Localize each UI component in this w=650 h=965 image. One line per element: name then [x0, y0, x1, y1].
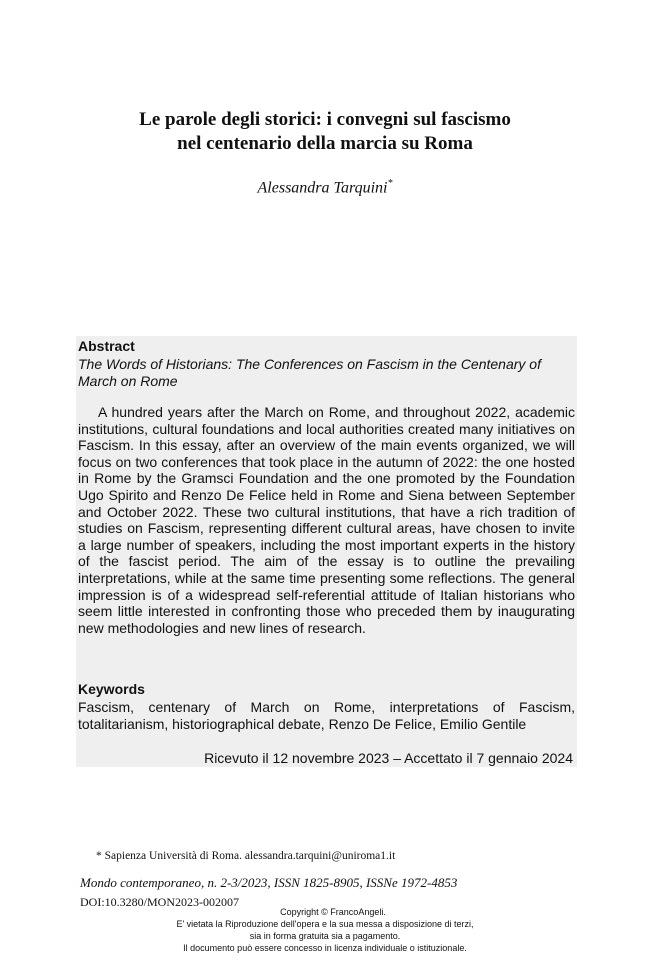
copyright-line: Il documento può essere concesso in licenza individuale o istituzionale. — [183, 943, 467, 953]
copyright-notice — [100, 906, 550, 954]
copyright-line: sia in forma gratuita sia a pagamento. — [249, 931, 401, 941]
abstract-box — [76, 336, 577, 767]
article-title — [0, 108, 650, 156]
copyright-line: E' vietata la Riproduzione dell'opera e la sua messa a disposizione di terzi, — [176, 919, 474, 929]
author-affiliation-footnote: * Sapienza Università di Roma. alessandra.tarquini@uniroma1.it — [96, 850, 396, 862]
abstract-subtitle: The Words of Historians: The Conferences on Fascism in the Centenary of March on Rome — [78, 356, 541, 389]
article-title-line-1: Le parole degli storici: i convegni sul fascismo — [139, 109, 511, 130]
abstract-body: A hundred years after the March on Rome, and throughout 2022, academic institutions, cultural foundations and local authorities created many initiatives on Fascism. In this essay, after an overview of the main events organized, we will focus on two conferences that took place in the autumn of 2022: the one hosted in Rome by the Gramsci Foundation and the one promoted by the Foundation Ugo Spirito and Renzo De Felice held in Rome and Siena between September and October 2022. These two cultural institutions, that have a rich tradition of studies on Fascism, representing different cultural areas, have chosen to invite a large number of speakers, including the most important experts in the history of the fascist period. The aim of the essay is to outline the prevailing interpretations, while at the same time presenting some reflections. The general impression is of a widespread self-referential attitude of Italian historians who seem little interested in confronting those who preceded them by inaugurating new methodologies and new lines of research. — [78, 404, 575, 636]
keywords-body: Fascism, centenary of March on Rome, interpretations of Fascism, totalitarianism, historiographical debate, Renzo De Felice, Emilio Gentile — [78, 699, 575, 732]
doi: DOI:10.3280/MON2023-002007 — [80, 895, 239, 909]
copyright-line: Copyright © FrancoAngeli. — [280, 907, 386, 917]
author-name: Alessandra Tarquini — [257, 179, 388, 197]
author — [0, 178, 650, 197]
abstract-heading: Abstract — [78, 338, 135, 354]
author-footnote-mark: * — [387, 178, 393, 189]
received-accepted-dates: Ricevuto il 12 novembre 2023 – Accettato il 7 gennaio 2024 — [204, 750, 573, 766]
article-title-line-2: nel centenario della marcia su Roma — [177, 133, 473, 154]
keywords-heading: Keywords — [78, 681, 145, 697]
journal-citation: Mondo contemporaneo, n. 2-3/2023, ISSN 1825-8905, ISSNe 1972-4853 — [80, 875, 458, 890]
